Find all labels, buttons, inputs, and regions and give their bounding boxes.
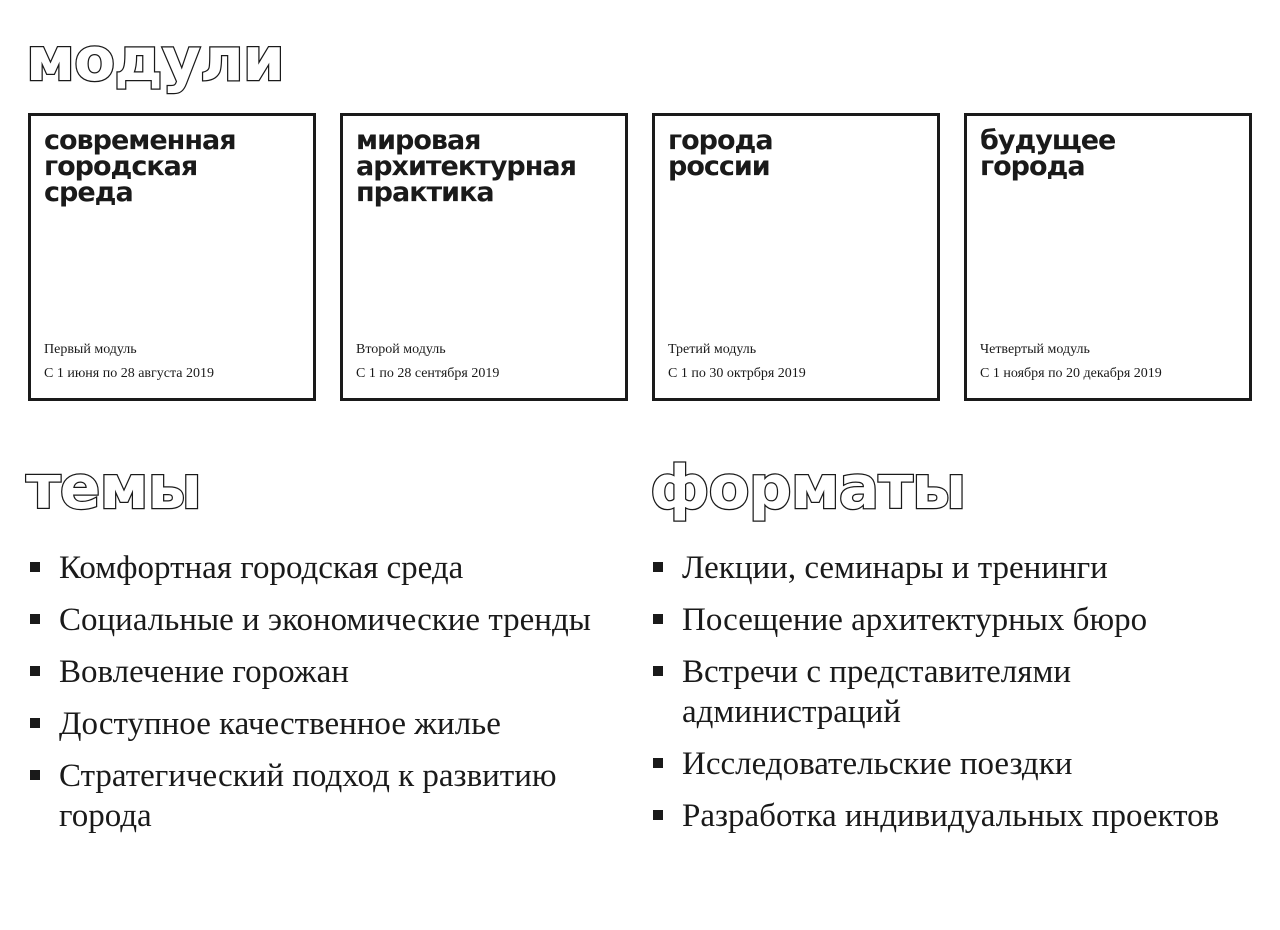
list-item-text: Встречи с представителями администраций <box>682 654 1071 730</box>
themes-heading: темы <box>26 453 201 523</box>
list-item <box>653 600 1253 640</box>
module-label: Четвертый модуль <box>980 342 1090 357</box>
list-item <box>30 548 630 588</box>
module-card-4[interactable] <box>964 113 1252 401</box>
module-meta <box>356 338 499 386</box>
list-item-text: Доступное качественное жилье <box>59 706 501 742</box>
square-bullet-icon <box>30 770 40 780</box>
modules-grid <box>28 113 1252 401</box>
module-dates: С 1 июня по 28 августа 2019 <box>44 366 214 381</box>
square-bullet-icon <box>30 562 40 572</box>
list-item <box>653 548 1253 588</box>
list-item-text: Комфортная городская среда <box>59 550 464 586</box>
square-bullet-icon <box>653 562 663 572</box>
module-label: Третий модуль <box>668 342 757 357</box>
square-bullet-icon <box>653 614 663 624</box>
module-dates: С 1 по 30 октрбря 2019 <box>668 366 806 381</box>
square-bullet-icon <box>30 666 40 676</box>
list-item-text: Разработка индивидуальных проектов <box>682 798 1220 834</box>
list-item <box>30 756 630 836</box>
module-label: Первый модуль <box>44 342 137 357</box>
list-item <box>30 600 630 640</box>
list-item <box>653 744 1253 784</box>
list-item <box>653 652 1253 732</box>
formats-heading: форматы <box>650 453 966 523</box>
module-title: мировая архитектурная практика <box>356 125 576 208</box>
themes-list <box>30 548 630 848</box>
module-card-2[interactable] <box>340 113 628 401</box>
module-card-3[interactable] <box>652 113 940 401</box>
square-bullet-icon <box>653 758 663 768</box>
module-label: Второй модуль <box>356 342 446 357</box>
module-dates: С 1 ноября по 20 декабря 2019 <box>980 366 1162 381</box>
list-item-text: Стратегический подход к развитию города <box>59 758 557 834</box>
list-item <box>30 704 630 744</box>
square-bullet-icon <box>30 614 40 624</box>
square-bullet-icon <box>30 718 40 728</box>
module-title: города россии <box>668 125 773 182</box>
module-card-1[interactable] <box>28 113 316 401</box>
list-item-text: Лекции, семинары и тренинги <box>682 550 1108 586</box>
list-item <box>653 796 1253 836</box>
modules-heading: модули <box>26 25 284 95</box>
module-title: современная городская среда <box>44 125 236 208</box>
module-title: будущее города <box>980 125 1116 182</box>
square-bullet-icon <box>653 810 663 820</box>
list-item-text: Вовлечение горожан <box>59 654 349 690</box>
list-item-text: Исследовательские поездки <box>682 746 1073 782</box>
module-meta <box>980 338 1162 386</box>
square-bullet-icon <box>653 666 663 676</box>
formats-list <box>653 548 1253 848</box>
module-meta <box>668 338 806 386</box>
list-item <box>30 652 630 692</box>
list-item-text: Посещение архитектурных бюро <box>682 602 1148 638</box>
module-meta <box>44 338 214 386</box>
module-dates: С 1 по 28 сентября 2019 <box>356 366 500 381</box>
list-item-text: Социальные и экономические тренды <box>59 602 591 638</box>
